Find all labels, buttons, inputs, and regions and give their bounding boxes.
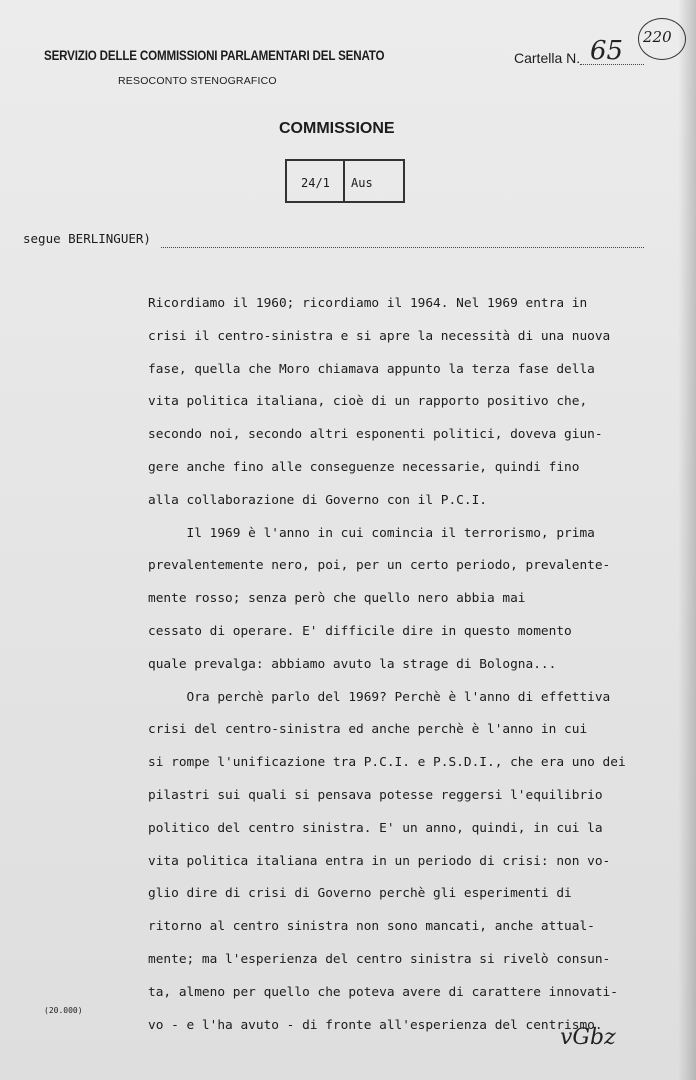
reference-right: Aus: [351, 176, 373, 190]
cartella-number: 65: [590, 36, 624, 66]
text-line: pilastri sui quali si pensava potesse reggersi l'equilibrio: [148, 787, 603, 803]
speaker-continuation: segue BERLINGUER): [23, 231, 151, 246]
page-title: COMMISSIONE: [279, 120, 395, 137]
report-type: RESOCONTO STENOGRAFICO: [118, 75, 277, 87]
text-line: gere anche fino alle conseguenze necessarie, quindi fino: [148, 459, 580, 475]
text-line: prevalentemente nero, poi, per un certo periodo, prevalente-: [148, 558, 611, 574]
text-line: politico del centro sinistra. E' un anno, quindi, in cui la: [148, 820, 603, 836]
text-line: Ora perchè parlo del 1969? Perchè è l'anno di effettiva: [148, 689, 611, 705]
text-line: vo - e l'ha avuto - di fronte all'esperienza del centrismo.: [148, 1017, 603, 1033]
page-edge-shadow: [678, 0, 696, 1080]
footer-code: (20.000): [44, 1006, 83, 1015]
text-line: fase, quella che Moro chiamava appunto la terza fase della: [148, 361, 595, 377]
reference-divider: [343, 161, 345, 201]
text-line: si rompe l'unificazione tra P.C.I. e P.S.D.I., che era uno dei: [148, 755, 626, 771]
text-line: vita politica italiana, cioè di un rapporto positivo che,: [148, 394, 588, 410]
speaker-dotted-line: [161, 247, 644, 248]
text-line: Il 1969 è l'anno in cui comincia il terrorismo, prima: [148, 525, 595, 541]
text-line: vita politica italiana entra in un periodo di crisi: non vo-: [148, 853, 611, 869]
text-line: quale prevalga: abbiamo avuto la strage di Bologna...: [148, 656, 557, 672]
text-line: glio dire di crisi di Governo perchè gli esperimenti di: [148, 886, 572, 902]
text-line: ritorno al centro sinistra non sono mancati, anche attual-: [148, 919, 595, 935]
handwritten-initials: vGbz: [560, 1025, 616, 1050]
text-line: crisi del centro-sinistra ed anche perchè è l'anno in cui: [148, 722, 588, 738]
text-line: alla collaborazione di Governo con il P.C.I.: [148, 492, 487, 508]
text-line: Ricordiamo il 1960; ricordiamo il 1964. Nel 1969 entra in: [148, 296, 588, 311]
office-heading: SERVIZIO DELLE COMMISSIONI PARLAMENTARI DEL SENATO: [44, 48, 385, 63]
text-line: mente rosso; senza però che quello nero abbia mai: [148, 591, 526, 607]
text-line: crisi il centro-sinistra e si apre la necessità di una nuova: [148, 328, 611, 344]
cartella-label: Cartella N.: [514, 50, 581, 66]
text-line: mente; ma l'esperienza del centro sinistra si rivelò consun-: [148, 951, 611, 967]
transcript-body: [148, 288, 653, 1042]
page-stamp-number: 220: [643, 28, 672, 46]
text-line: ta, almeno per quello che poteva avere di carattere innovati-: [148, 984, 618, 1000]
reference-box: [285, 159, 405, 203]
text-line: secondo noi, secondo altri esponenti politici, doveva giun-: [148, 427, 603, 443]
reference-left: 24/1: [301, 176, 330, 190]
text-line: cessato di operare. E' difficile dire in questo momento: [148, 623, 572, 639]
